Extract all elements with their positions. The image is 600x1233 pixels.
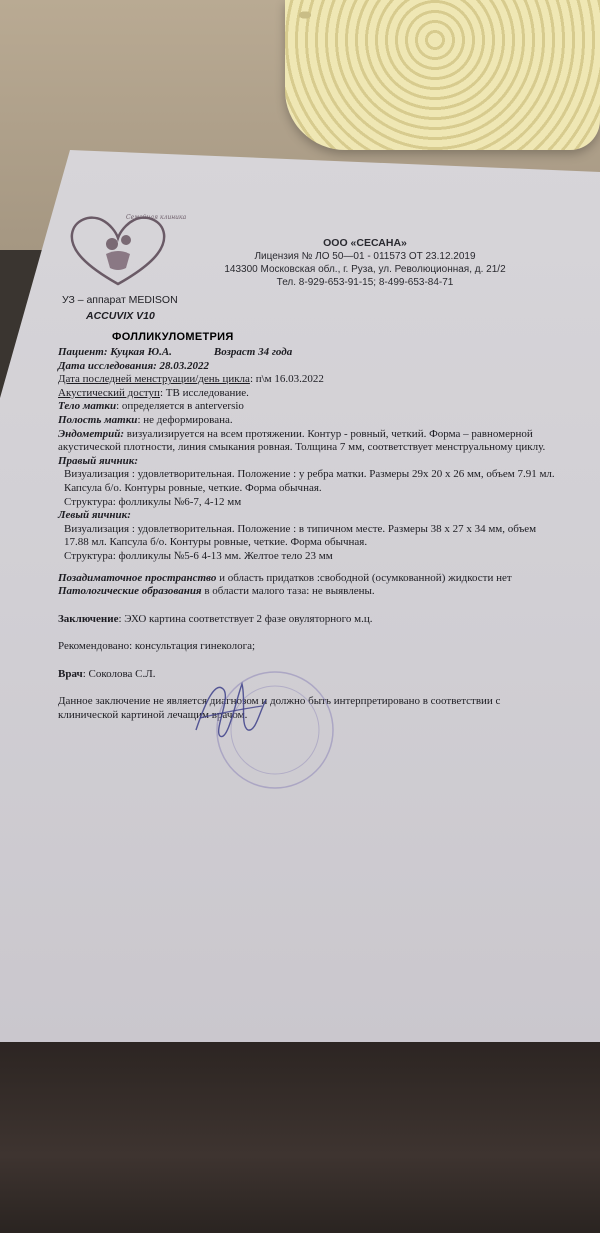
pathology-value: в области малого таза: не выявлены. [201, 585, 375, 598]
clinic-header [200, 237, 530, 289]
page-title: ФОЛЛИКУЛОМЕТРИЯ [112, 331, 234, 343]
access-label: Акустический доступ [58, 386, 160, 399]
conclusion-value: : ЭХО картина соответствует 2 фазе овуляторного м.ц. [118, 612, 373, 625]
left-ovary-visual: Визуализация : удовлетворительная. Положение : в типичном месте. Размеры 38 х 27 х 34 мм, объем 17.88 мл. Капсула б/о. Контуры ровные, четкие. Форма обычная. [64, 522, 537, 549]
clinic-address: 143300 Московская обл., г. Руза, ул. Революционная, д. 21/2 [224, 264, 506, 275]
endometrium-label: Эндометрий: [58, 427, 125, 440]
uterus-label: Тело матки [58, 400, 117, 413]
recommended-row: Рекомендовано: консультация гинеколога; [58, 640, 256, 653]
device-line-1: УЗ – аппарат MEDISON [62, 294, 178, 306]
menstruation-label: Дата последней менструации/день цикла [58, 373, 250, 386]
patient-age: Возраст 34 года [213, 346, 293, 358]
spacer [58, 626, 558, 640]
menstruation-value: : п\м 16.03.2022 [249, 373, 324, 386]
clinic-name: ООО «СЕСАНА» [323, 237, 407, 249]
signature-icon [186, 670, 276, 760]
left-ovary-label: Левый яичник: [58, 509, 131, 522]
table-surface-bottom [0, 1040, 600, 1233]
clinic-license: Лицензия № ЛО 50—01 - 011573 ОТ 23.12.2019 [254, 251, 476, 262]
retro-value: и область придатков :свободной (осумкованной) жидкости нет [216, 571, 512, 584]
cavity-row [58, 414, 558, 428]
left-ovary-structure: Структура: фолликулы №5-6 4-13 мм. Желтое тело 23 мм [64, 549, 333, 562]
pathology-label: Патологические образования [58, 585, 202, 598]
spacer [58, 599, 558, 613]
clinic-logo-text: Семейная клиника [126, 214, 187, 221]
endometrium-value: визуализируется на всем протяжении. Контур - ровный, четкий. Форма – равномерной акустической плотности, линия смыкания ровная. Толщина 7 мм, соответствует менструальному циклу. [58, 427, 546, 454]
device-line-2: ACCUVIX V10 [86, 310, 155, 322]
access-row [58, 387, 558, 401]
retro-label: Позадиматочное пространство [58, 571, 217, 584]
patient-label: Пациент: [58, 346, 108, 358]
cavity-label: Полость матки [58, 413, 138, 426]
pathology-row [58, 585, 558, 599]
exam-date: Дата исследования: 28.03.2022 [58, 359, 210, 372]
uterus-row [58, 400, 558, 414]
disclaimer: Данное заключение не является диагнозом и должно быть интерпретировано в соответствии с клинической картиной лечащим врачом. [58, 695, 501, 722]
access-value: : ТВ исследование. [159, 386, 249, 399]
conclusion-row [58, 613, 558, 627]
uterus-value: : определяется в anterversio [116, 400, 244, 413]
right-ovary-structure: Структура: фолликулы №6-7, 4-12 мм [64, 495, 242, 508]
cavity-value: : не деформирована. [137, 413, 233, 426]
device-info [62, 292, 178, 324]
decorative-basket [285, 0, 600, 150]
patient-row [58, 346, 558, 360]
clinic-phones: Тел. 8-929-653-91-15; 8-499-653-84-71 [276, 277, 454, 288]
clinic-logo-icon [66, 210, 187, 288]
endometrium-row [58, 428, 558, 455]
right-ovary-label: Правый яичник: [58, 454, 138, 467]
menstruation-row [58, 373, 558, 387]
retro-row [58, 572, 558, 586]
spacer [58, 564, 558, 572]
doctor-label: Врач [58, 667, 83, 680]
right-ovary-visual: Визуализация : удовлетворительная. Положение : у ребра матки. Размеры 29х 20 х 26 мм, объем 7.91 мл. Капсула б/о. Контуры ровные, четкие. Форма обычная. [64, 468, 555, 494]
conclusion-label: Заключение [58, 612, 119, 625]
doctor-value: : Соколова С.Л. [82, 667, 156, 680]
patient-name: Куцкая Ю.А. [110, 346, 172, 358]
